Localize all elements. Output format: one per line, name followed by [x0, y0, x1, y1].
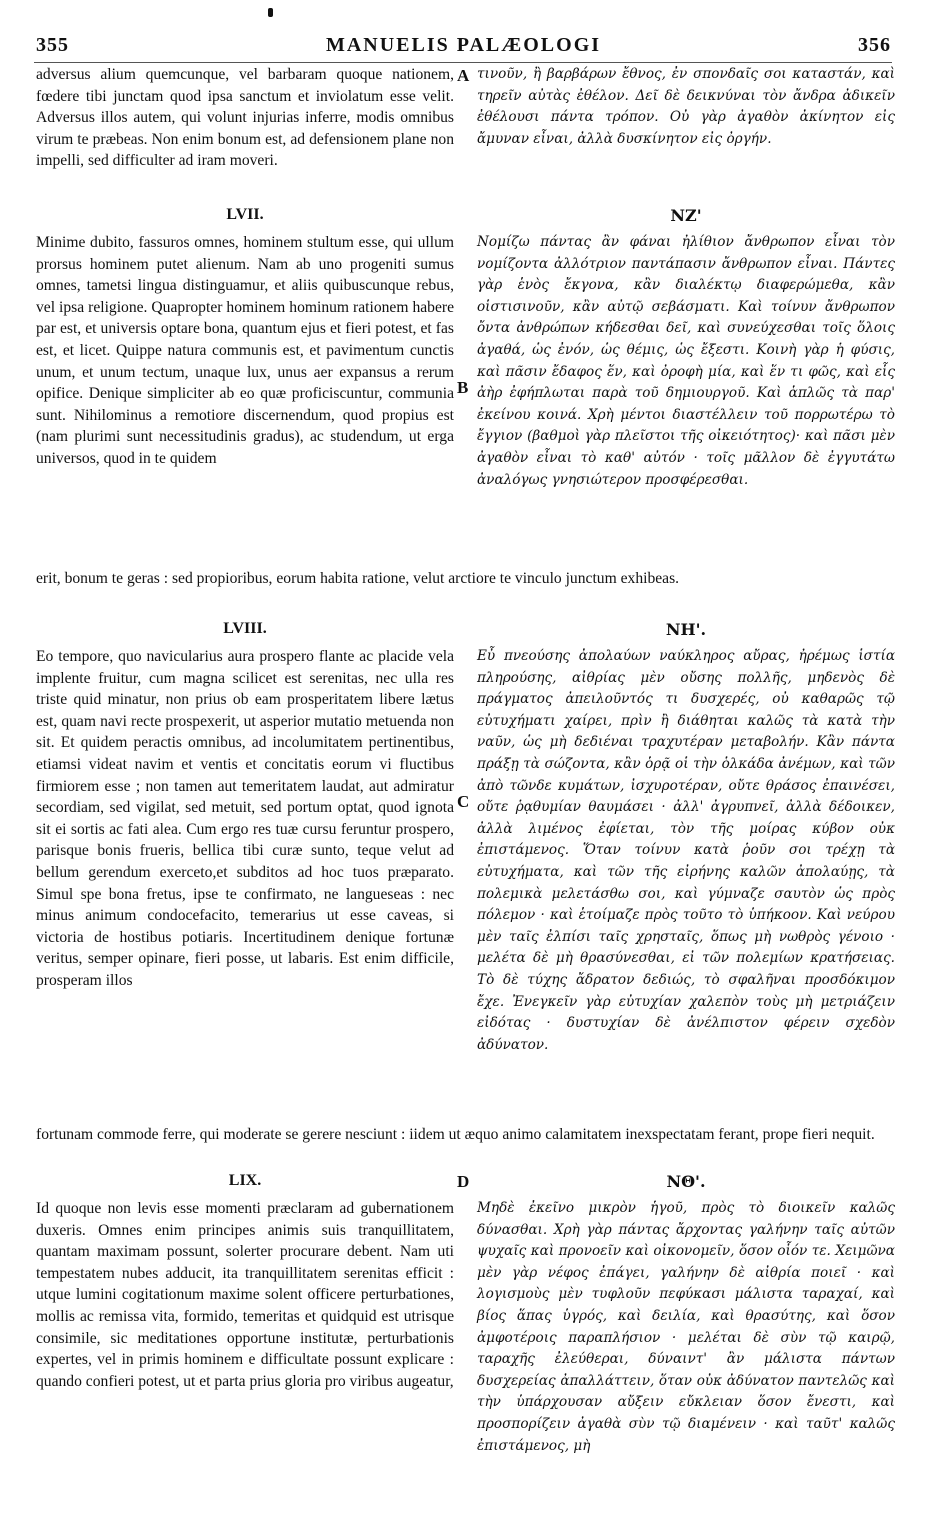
greek-heading-nh: ΝΗ'. — [665, 620, 707, 639]
margin-mark-d: D — [457, 1172, 470, 1191]
latin-text-lix: Id quoque non levis esse momenti præclaram ad gubernationem duxeris. Omnes enim principes animis suis tranquillitatem, quantam maximam possunt, solerter procurare debent. Nam uti tempestatem nubes adducit, ita tranquillitatem serenitas efficit : utque lumini cogitationum maxime solent officere perturbationes, mollis ac remissa vita, formido, temeritas et quidquid est utrisque consimile, sic meditationes opportune institutæ, perturbationis expertes, vel in primis hominem e difficultate possunt explicare : quando confieri potest, ut et parta prius gloria pro viribus augeatur, — [36, 1200, 454, 1390]
greek-text-nh: Εὖ πνεούσης ἀπολαύων ναύκληρος αὔρας, ἠρέμως ἱστία πληρούσης, αἰθρίας μὲν οὔσης πολλῆς, μηδενὸς δὲ πράγματος ἀπειλοῦντός τι δυσχερές, οὐ καθαρῶς τῷ εὐτυχήματι χαίρει, πρὶν ἢ διάθηται καλῶς τὰ κατὰ τὴν ναῦν, ὡς μὴ δεδιέναι τραχυτέραν μεταβολήν. Κἂν πάντα πράξῃ τὰ σώζοντα, κἂν ὁρᾷ οἱ τὴν ὁλκάδα ἀνέμων, καὶ τῶν ἀπὸ τῶνδε κυμάτων, ἰσχυροτέραν, οὔτε θράσος ἐπαινέσει, οὔτε ῥᾳθυμίαν θαυμάσει · ἀλλ' ἀγρυπνεῖ, ἀλλὰ δέδοικεν, ἀλλὰ λιμένος ἐφίεται, τὸν τῆς μοίρας κύβον οὐκ ἐπιστάμενος. Ὅταν τοίνυν κατὰ ῥοῦν σοι τρέχῃ τὰ εὐτυχήματα, καὶ τῶν τῆς εἰρήνης καλῶν ἀπολαύῃς, τὰ πολεμικὰ μελετάσθω σοι, καὶ γύμναζε σαυτὸν ὡς πρὸς πόλεμον · καὶ ἑτοίμαζε πρὸς τοῦτο τὸ ὑπήκοον. Καὶ νεύρου μὲν ταῖς ἐλπίσι ταῖς χρησταῖς, ὅπως μὴ νωθρὸς γένοιο · μελέτα δὲ μὴ θρασύνεσθαι, εἰ τῶν πολεμίων κρατήσειας. Τὸ δὲ τύχης ἄδρατον δεδιώς, τὸ σφαλῆναι προσδόκιμον ἔχε. Ἐνεγκεῖν γὰρ εὐτυχίαν χαλεπὸν τοὺς μὴ μετριάζειν εἰδότας · δυστυχίαν δὲ ἀνέλπιστον φέρειν σχεδὸν ἀδύνατον. — [477, 648, 895, 1053]
greek-heading-nz: ΝΖ' — [670, 206, 702, 225]
ink-speck — [268, 8, 273, 17]
latin-heading-lvii: LVII. — [226, 206, 264, 223]
latin-tail-lvii: erit, bonum te geras : sed propioribus, eorum habita ratione, velut arctiore te vinculo junctum exhibeas. — [36, 570, 680, 587]
greek-text-nth: Μηδὲ ἐκεῖνο μικρὸν ἡγοῦ, πρὸς τὸ διοικεῖν καλῶς δύνασθαι. Χρὴ γὰρ πάντας ἄρχοντας γαλήνην ταῖς αὐτῶν ψυχαῖς καὶ προνοεῖν καὶ οἰκονομεῖν, ὅσον οἷόν τε. Χειμῶνα μὲν γὰρ νέφος ἐπάγει, γαλήνην δὲ αἰθρία ποιεῖ · καὶ λογισμοὺς μὲν τυφλοῦν πεφύκασι μάλιστα ταραχαί, καὶ βίος ἅπας ὑγρός, καὶ δειλία, καὶ θρασύτης, καὶ ὅσον ἀμφοτέροις παραπλήσιον · μελέται δὲ σὺν τῷ καιρῷ, ταραχῆς ἐλεύθεραι, δύναιντ' ἂν μάλιστα πάντων δυσχερείας ἀπαλλάττειν, ὅταν οὐκ ἀδύνατον παντελῶς καὶ τὴν ὑπάρχουσαν αὔξειν εὔκλειαν ὅσον ἔνεστι, καὶ προσπορίζειν ἀγαθὰ σὺν τῷ διαμένειν · καὶ ταῦτ' καλῶς ἐπιστάμενος, μὴ — [477, 1200, 895, 1454]
right-page-number: 356 — [858, 34, 891, 56]
greek-heading-nth: ΝΘ'. — [666, 1172, 706, 1191]
latin-continuation: adversus alium quemcunque, vel barbaram quoque nationem, fœdere tibi junctam quod ipsa sanctum et inviolatum esse velit. Adversus illos autem, qui volunt injurias inferre, modis omnibus virum te præbeas. Non enim bonum est, ad defensionem plane non impelli, sed difficulter ad iram moveri. — [36, 66, 454, 170]
running-title: MANUELIS PALÆOLOGI — [325, 34, 602, 56]
latin-text-lviii: Eo tempore, quo navicularius aura prospero flante ac placide vela implente fruitur, cum magna scilicet est serenitas, nec ulla res triste quid minatur, non prius ob eam prosperitatem libere lætus est, quam navi recte prospexerit, ut asperior mutatio metuenda non sit. Et quidem peractis omnibus, ad incolumitatem pertinentibus, etiamsi videat navim et ventis et concitatis eorum vi fluctibus firmiorem esse ; non tamen aut temeritatem laudat, aut admiratur secordiam, sed vigilat, sed metuit, sed portum optat, quod ignota sit ei sortis ac fati alea. Cum ergo res tuæ cursu feruntur prospero, parisque bonis frueris, bellica tibi curæ sunto, teque velut ad bellum gerendum exerceto,et subditos ad hoc tuos præparato. Simul spe bona fretus, ipse te confirmato, ne langueseas : nec minus animum condocefacito, temerarius ut esse caveas, si victoria de hostibus potiaris. Incertitudinem denique fortunæ veritus, semper opinare, fieri posse, ut labaris. Est enim difficile, prosperam illos — [36, 648, 454, 989]
latin-text-lvii: Minime dubito, fassuros omnes, hominem stultum esse, qui ullum prorsus hominem putet alienum. Nam ab uno progeniti sumus omnes, tametsi lingua distinguamur, et aliis quibuscunque rebus, vel ipsa religione. Quapropter hominem hominum rationem habere par est, et universis optare bona, quantum ejus et fieri potest, et fas est, et licet. Quippe natura communis est, et pavimentum cunctis unum, et unum tectum, unaque lux, unus aer expansus a rerum opifice. Denique simpliciter ab eo quæ proficiscuntur, communia sunt. Nihilominus a remotiore discernendum, quod propius est (nam plurimi sunt necessitudinis gradus), ac studendum, ut erga universos, quod in te quidem — [36, 234, 454, 467]
greek-text-nz: Νομίζω πάντας ἂν φάναι ἠλίθιον ἄνθρωπον εἶναι τὸν νομίζοντα ἀλλότριον παντάπασιν ἄνθρωπον εἶναι. Πάντες γὰρ ἑνὸς ἔκγονα, κἂν διαλέκτῳ διαφερώμεθα, κἂν οἱστισινοῦν, κἂν αὐτῷ σεβάσματι. Καὶ τοίνυν ἄνθρωπον ὄντα ἀνθρώπων κήδεσθαι δεῖ, καὶ συνεύχεσθαι τοῖς ὅλοις ἀγαθά, ὡς ἐνόν, ὡς θέμις, ὡς ἔξεστι. Κοινὴ γὰρ ἡ φύσις, καὶ πᾶσιν ἔδαφος ἕν, καὶ ὀροφὴ μία, καὶ ἕν τι φῶς, καὶ εἷς ἀὴρ ἐφήπλωται παρὰ τοῦ δημιουργοῦ. Καὶ ἁπλῶς τὰ παρ' ἐκείνου κοινά. Χρὴ μέντοι διαστέλλειν τοῦ πορρωτέρω τὸ ἔγγιον (βαθμοὶ γὰρ πλεῖστοι τῆς οἰκειότητος)· καὶ πᾶσι μὲν ἀγαθὸν εἶναι τὸ καθ' αὐτόν · τοῖς μᾶλλον δὲ ἐγγυτάτω ἀναλόγως γνησιώτερον προσφέρεσθαι. — [477, 234, 895, 488]
latin-tail-lviii: fortunam commode ferre, qui moderate se gerere nesciunt : iidem ut æquo animo calamitatem inexspectatam ferant, prope fieri nequit. — [36, 1126, 875, 1143]
margin-mark-a: A — [457, 66, 470, 85]
latin-heading-lviii: LVIII. — [223, 620, 267, 637]
greek-continuation: τινοῦν, ἢ βαρβάρων ἔθνος, ἐν σπονδαῖς σοι καταστάν, καὶ τηρεῖν αὐτὰς ἐθέλον. Δεῖ δὲ δεικνύναι τὸν ἄνδρα ἀδικεῖν ἐθέλουσι πάντα τρόπον. Οὐ γὰρ ἀγαθὸν ἀκίνητον εἰς ἄμυναν εἶναι, ἀλλὰ δυσκίνητον εἰς ὀργήν. — [477, 66, 895, 147]
latin-heading-lix: LIX. — [228, 1172, 262, 1189]
margin-mark-c: C — [457, 792, 470, 811]
header-rule — [34, 62, 892, 63]
margin-mark-b: B — [457, 378, 469, 397]
left-page-number: 355 — [36, 34, 69, 56]
